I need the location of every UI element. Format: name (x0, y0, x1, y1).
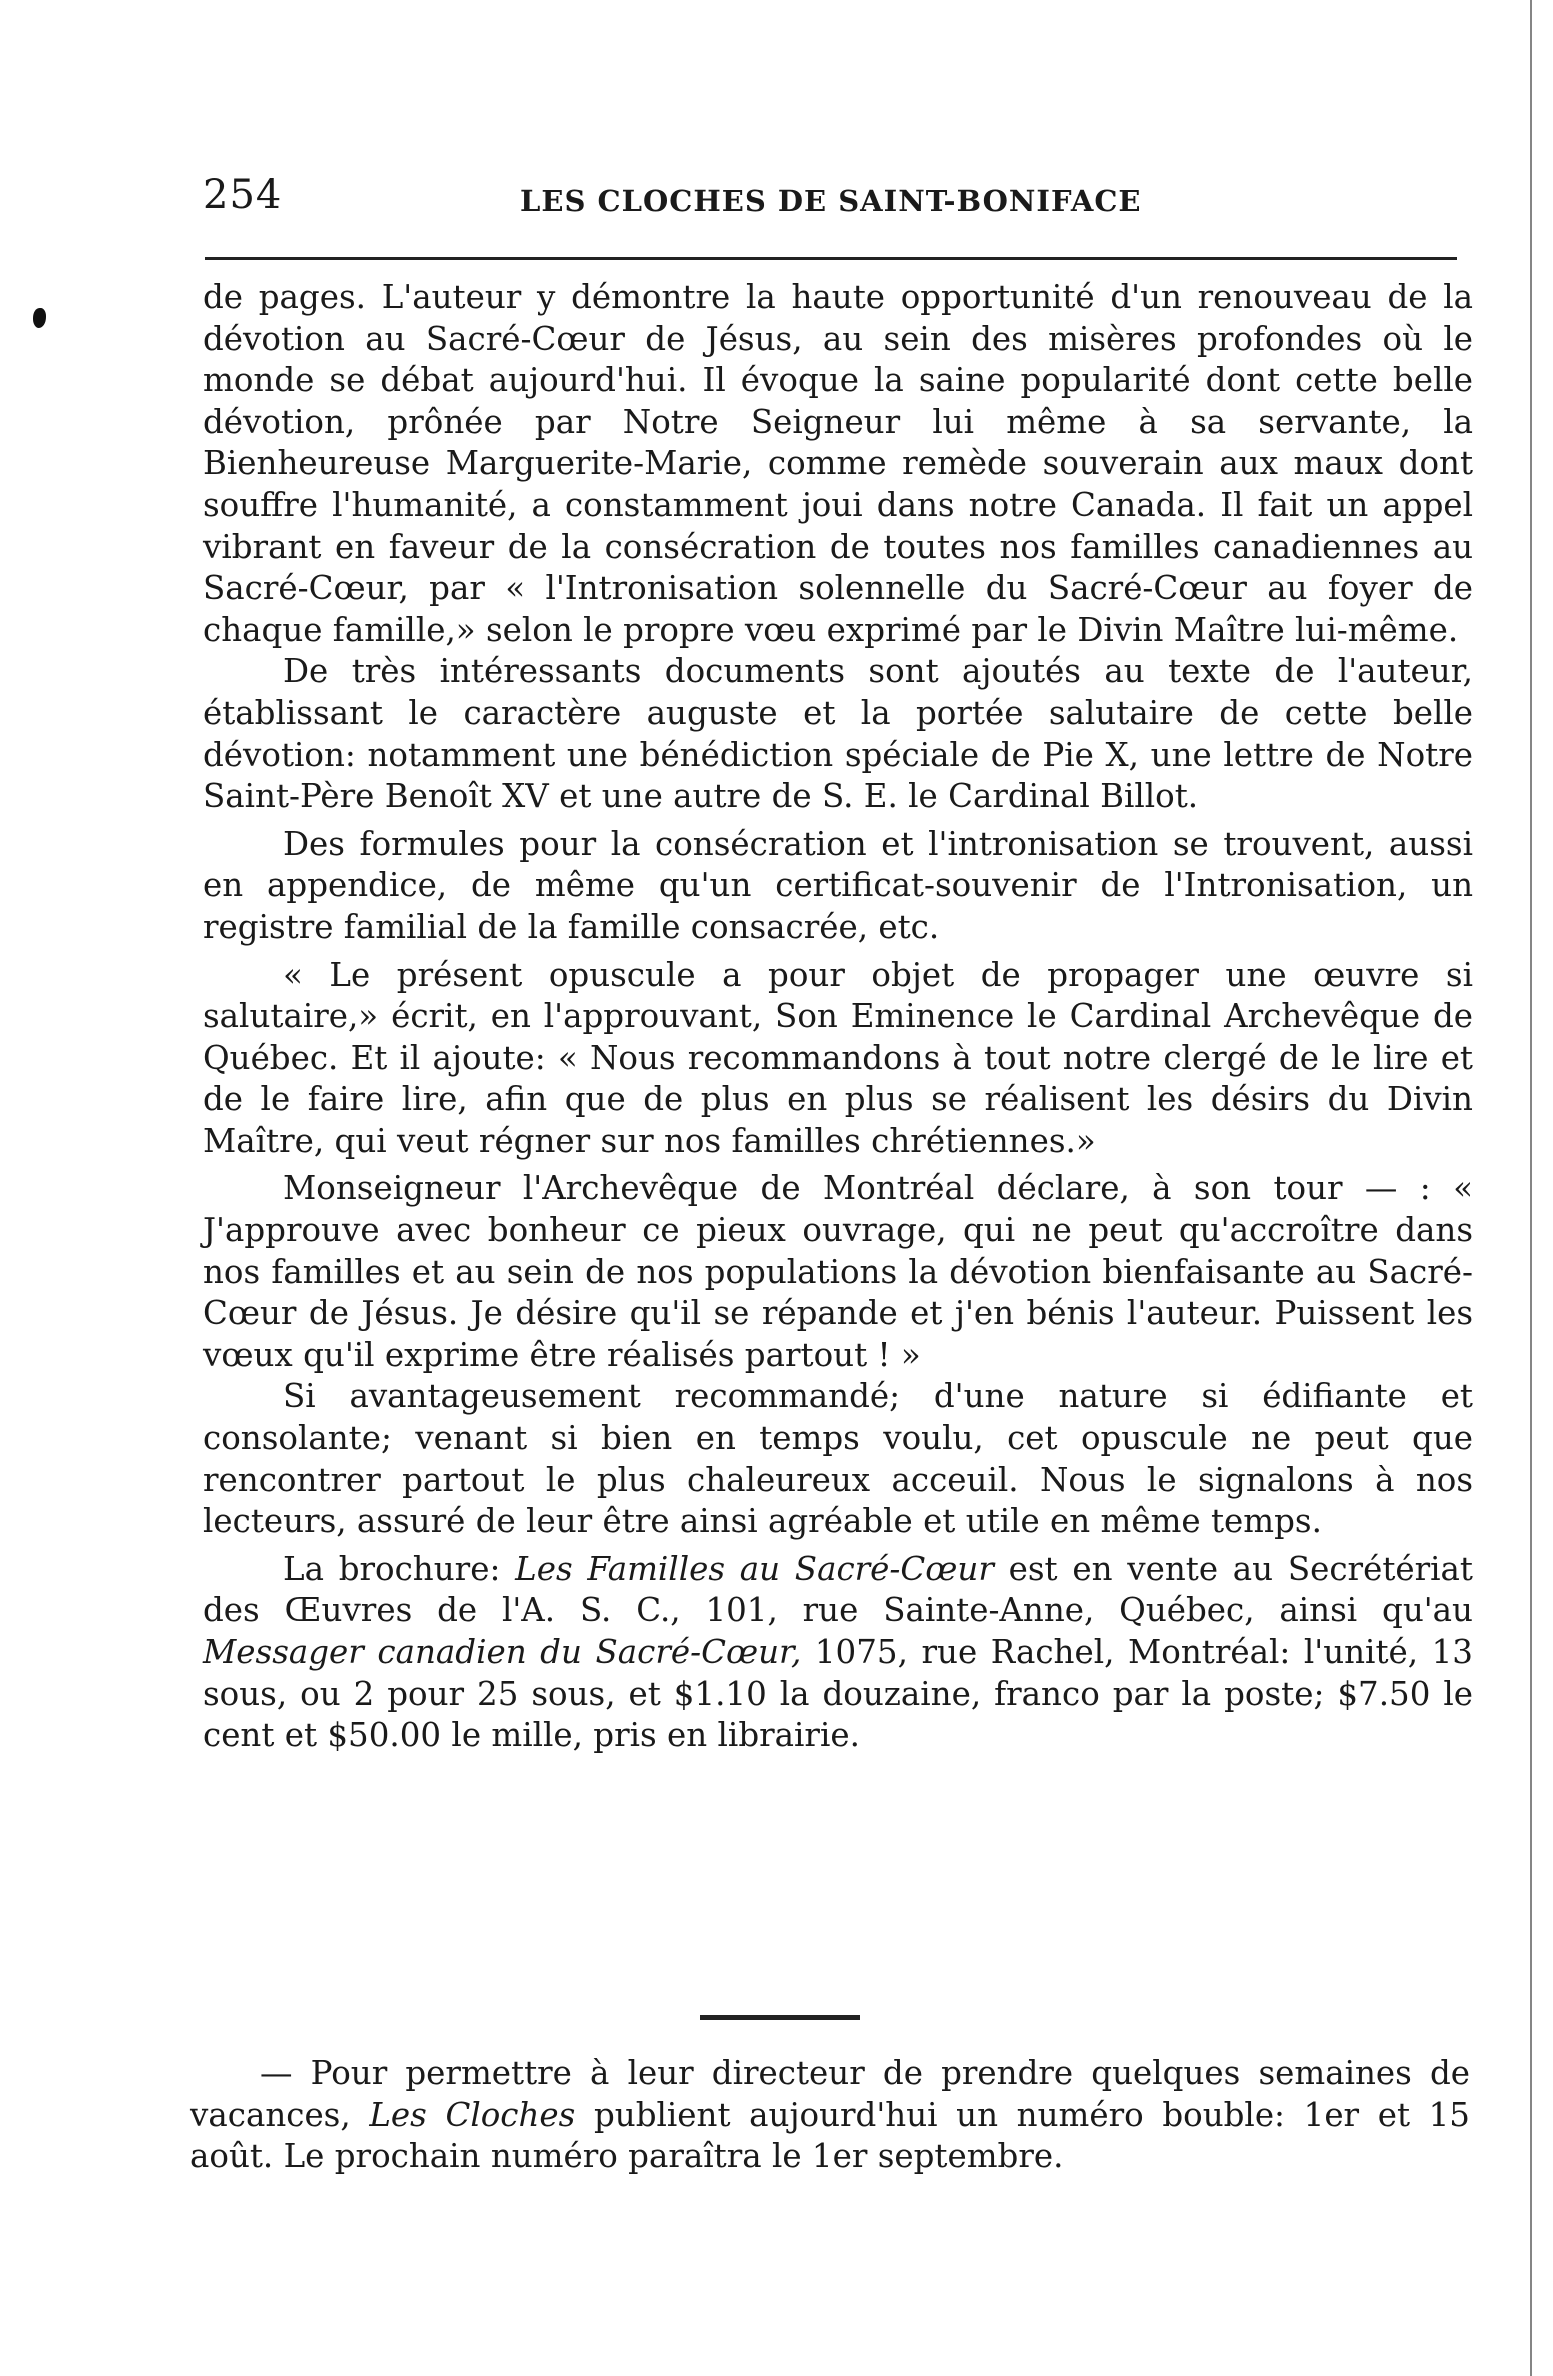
paragraph-documents: De très intéressants documents sont ajoutés au texte de l'auteur, établissant le caractère auguste et la portée salutaire de cette belle dévotion: notamment une bénédiction spéciale de Pie X, une lettre de Notre Saint-Père Benoît XV et une autre de S. E. le Cardinal Billot. (203, 652, 1473, 816)
paragraph-recommendation: Si avantageusement recommandé; d'une nature si édifiante et consolante; venant si bien en temps voulu, cet opuscule ne peut que rencontrer partout le plus chaleureux acceuil. Nous le signalons à nos lecteurs, assuré de leur être ainsi agréable et utile en même temps. (203, 1377, 1473, 1541)
margin-ink-mark (33, 308, 46, 328)
note-lead: — Pour permettre à leur directeur de prendre quelques semaines de vacances, (190, 2054, 1470, 2134)
messager-title: Messager canadien du Sacré-Cœur, (203, 1633, 802, 1671)
brochure-tail: 1075, rue Rachel, Montréal: l'unité, 13 sous, ou 2 pour 25 sous, et $1.10 la douzaine, franco par la poste; $7.50 le cent et $50.00 le mille, pris en librairie. (203, 1633, 1473, 1755)
paragraph-montreal-quote: Monseigneur l'Archevêque de Montréal déclare, à son tour — : « J'approuve avec bonheur ce pieux ouvrage, qui ne peut qu'accroître dans nos familles et au sein de nos populations la dévotion bienfaisante au Sacré-Cœur de Jésus. Je désire qu'il se répande et j'en bénis l'auteur. Puissent les vœux qu'il exprime être réalisés partout ! » (203, 1169, 1473, 1374)
brochure-mid: est en vente au Secrétériat des Œuvres de l'A. S. C., 101, rue Sainte-Anne, Québec, ainsi qu'au (203, 1549, 1473, 1630)
page-edge-line (1530, 0, 1532, 2376)
page-number: 254 (203, 172, 283, 218)
vacation-note (190, 2053, 1470, 2178)
section-rule (700, 2015, 860, 2020)
brochure-lead: La brochure: (283, 1549, 516, 1588)
note-journal-title: Les Cloches (369, 2095, 576, 2134)
paragraph-formules: Des formules pour la consécration et l'intronisation se trouvent, aussi en appendice, de même qu'un certificat-souvenir de l'Intronisation, un registre familial de la famille consacrée, etc. (203, 824, 1473, 946)
note-tail: publient aujourd'hui un numéro bouble: 1er et 15 août. Le prochain numéro paraîtra le 1er septembre. (190, 2095, 1470, 2176)
paragraph-quebec-quote: « Le présent opuscule a pour objet de propager une œuvre si salutaire,» écrit, en l'approuvant, Son Eminence le Cardinal Archevêque de Québec. Et il ajoute: « Nous recommandons à tout notre clergé de le lire et de le faire lire, afin que de plus en plus se réalisent les désirs du Divin Maître, qui veut régner sur nos familles chrétiennes.» (203, 955, 1473, 1160)
paragraph-brochure (203, 1549, 1473, 1757)
running-title: LES CLOCHES DE SAINT-BONIFACE (520, 184, 1142, 218)
header-rule (205, 257, 1457, 260)
brochure-title: Les Familles au Sacré-Cœur (515, 1549, 994, 1588)
paragraph-intro: de pages. L'auteur y démontre la haute opportunité d'un renouveau de la dévotion au Sacré-Cœur de Jésus, au sein des misères profondes où le monde se débat aujourd'hui. Il évoque la saine popularité dont cette belle dévotion, prônée par Notre Seigneur lui même à sa servante, la Bienheureuse Marguerite-Marie, comme remède souverain aux maux dont souffre l'humanité, a constamment joui dans notre Canada. Il fait un appel vibrant en faveur de la consécration de toutes nos familles canadiennes au Sacré-Cœur, par « l'Intronisation solennelle du Sacré-Cœur au foyer de chaque famille,» selon le propre vœu exprimé par le Divin Maître lui-même. (203, 278, 1473, 649)
note-paragraph (190, 2053, 1470, 2178)
article-body (203, 277, 1473, 1757)
